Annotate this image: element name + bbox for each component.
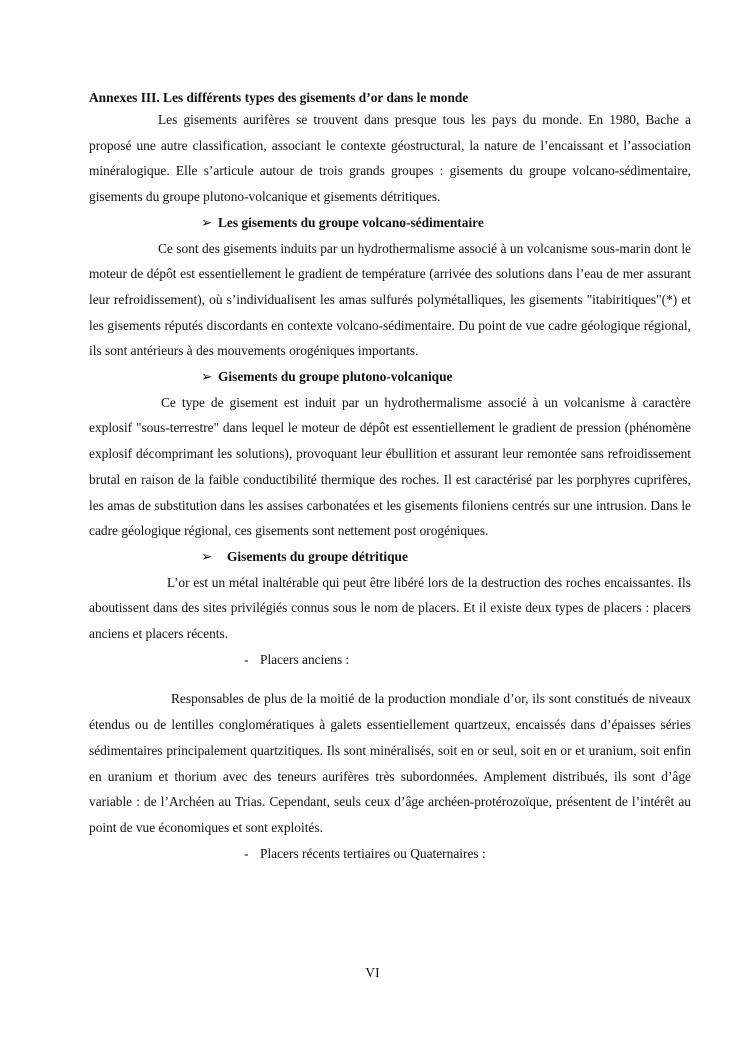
section-heading-text: Les gisements du groupe volcano-sédimentaire bbox=[218, 214, 484, 230]
placers-anciens-paragraph: Responsables de plus de la moitié de la production mondiale d’or, ils sont constitués de niveaux étendus ou de lentilles conglomératiques à galets essentiellement quartzeux, encaissés dans d’épaisses séries sédimentaires principalement quartzitiques. Ils sont minéralisés, soit en or seul, soit en or et uranium, soit enfin en uranium et thorium avec des teneurs aurifères très subordonnées. Amplement distribués, ils sont d’âge variable : de l’Archéen au Trias. Cependant, seuls ceux d’âge archéen-protérozoïque, présentent de l’intérêt au point de vue économiques et sont exploités. bbox=[89, 691, 691, 835]
section-paragraph-volcano-sedimentaire: Ce sont des gisements induits par un hydrothermalisme associé à un volcanisme sous-marin dont le moteur de dépôt est essentiellement le gradient de température (arrivée des solutions dans l’eau de mer assurant leur refroidissement), où s’individualisent les amas sulfurés polymétalliques, les gisements "itabiritiques"(*) et les gisements réputés discordants en contexte volcano-sédimentaire. Du point de vue cadre géologique régional, ils sont antérieurs à des mouvements orogéniques importants. bbox=[89, 240, 691, 359]
arrow-bullet-icon: ➢ bbox=[201, 369, 213, 385]
subitem-label: Placers anciens : bbox=[260, 651, 350, 667]
section-heading-text: Gisements du groupe détritique bbox=[227, 548, 408, 564]
section-paragraph-detritique: L’or est un métal inaltérable qui peut être libéré lors de la destruction des roches encaissantes. Ils aboutissent dans des sites privilégiés connus sous le nom de placers. Et il existe deux types de placers : placers anciens et placers récents. bbox=[89, 574, 691, 642]
subitem-placers-anciens bbox=[89, 647, 691, 673]
section-heading-text: Gisements du groupe plutono-volcanique bbox=[218, 369, 453, 385]
section-heading-detritique bbox=[89, 544, 691, 570]
dash-bullet-icon: - bbox=[244, 651, 249, 667]
arrow-bullet-icon: ➢ bbox=[201, 214, 213, 230]
intro-paragraph: Les gisements aurifères se trouvent dans presque tous les pays du monde. En 1980, Bache a proposé une autre classification, associant le contexte géostructural, la nature de l’encaissant et l’association minéralogique. Elle s’articule autour de trois grands groupes : gisements du groupe volcano-sédimentaire, gisements du groupe plutono-volcanique et gisements détritiques. bbox=[89, 112, 691, 205]
subitem-label: Placers récents tertiaires ou Quaternaires : bbox=[260, 845, 486, 861]
arrow-bullet-icon: ➢ bbox=[201, 548, 213, 564]
annex-title: Annexes III. Les différents types des gisements d’or dans le monde bbox=[89, 90, 469, 105]
section-heading-plutono-volcanique bbox=[89, 364, 691, 390]
blank-line bbox=[89, 672, 691, 686]
section-paragraph-plutono-volcanique: Ce type de gisement est induit par un hydrothermalisme associé à un volcanisme à caractère explosif "sous-terrestre" dans lequel le moteur de dépôt est essentiellement le gradient de pression (phénomène explosif décomprimant les solutions), provoquant leur ébullition et assurant leur remontée sans refroidissement brutal en raison de la faible conductibilité thermique des roches. Il est caractérisé par les porphyres cuprifères, les amas de substitution dans les assises carbonatées et les gisements filoniens centrés sur une intrusion. Dans le cadre géologique régional, ces gisements sont nettement post orogéniques. bbox=[89, 394, 691, 539]
page-number: VI bbox=[365, 965, 380, 980]
section-heading-volcano-sedimentaire bbox=[89, 210, 691, 236]
subitem-placers-recents bbox=[89, 841, 691, 867]
dash-bullet-icon: - bbox=[244, 845, 249, 861]
page-content bbox=[89, 88, 691, 866]
